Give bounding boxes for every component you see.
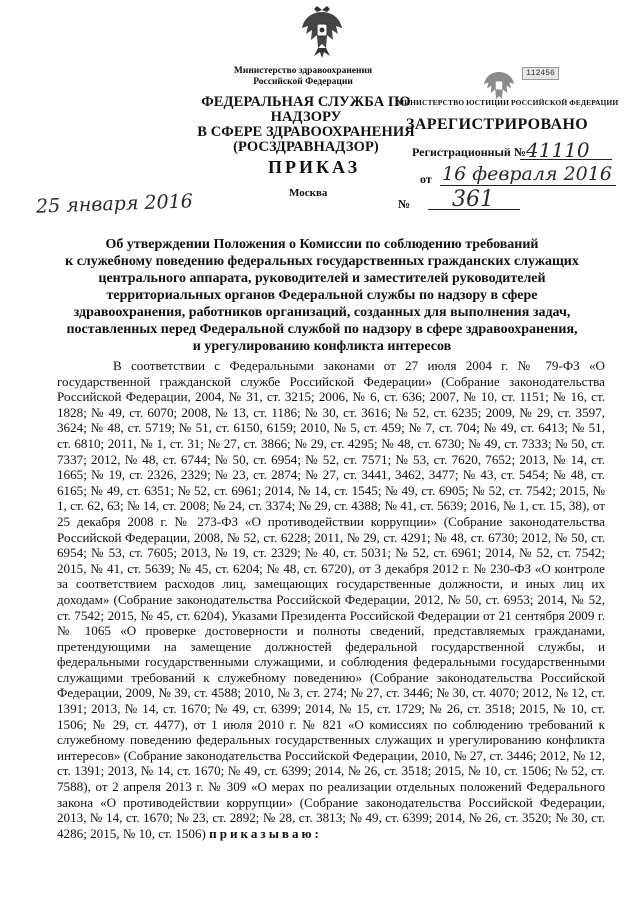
- stamp-registered: ЗАРЕГИСТРИРОВАНО: [406, 116, 589, 133]
- city: Москва: [289, 187, 328, 199]
- agency-line-3: (РОСЗДРАВНАДЗОР): [233, 139, 379, 155]
- document-type: ПРИКАЗ: [268, 157, 361, 177]
- stamp-from-label: от: [420, 172, 432, 186]
- heading-line-7: и урегулированию конфликта интересов: [192, 339, 452, 354]
- stamp-reg-label: Регистрационный №: [412, 145, 526, 159]
- stamp-ministry: МИНИСТЕРСТВО ЮСТИЦИИ РОССИЙСКОЙ ФЕДЕРАЦИИ: [397, 98, 619, 107]
- closing-word: приказываю:: [209, 825, 322, 841]
- body-paragraph: [57, 358, 605, 841]
- stamp-barcode-number: 112456: [522, 67, 559, 80]
- ministry-line-2: Российской Федерации: [253, 77, 353, 87]
- heading-line-3: центрального аппарата, руководителей и заместителей руководителей: [98, 271, 546, 286]
- registration-stamp: [397, 60, 634, 192]
- heading-line-5: здравоохранения, работников организаций, созданных для выполнения задач,: [73, 305, 571, 320]
- order-date: 25 января 2016: [35, 190, 194, 218]
- stamp-from-line: [440, 185, 616, 186]
- heading-line-1: Об утверждении Положения о Комиссии по соблюдению требований: [105, 237, 539, 252]
- ministry-name: [198, 66, 408, 88]
- stamp-reg-number: 41110: [526, 138, 590, 162]
- agency-line-2: В СФЕРЕ ЗДРАВООХРАНЕНИЯ: [197, 124, 415, 140]
- body-paragraph-text: В соответствии с Федеральными законами от 27 июля 2004 г. № 79-ФЗ «О государственной гражданской службе Российской Федерации» (Собрание законодательства Российской Федерации, 2004, № 31, ст. 3215; 2006, № 6, ст. 636; 2007, № 10, ст. 1151; № 16, ст. 1828; № 49, ст. 6070; 2008, № 13, ст. 1186; № 30, ст. 3616; № 52, ст. 6235; 2009, № 29, ст. 3597, 3624; № 48, ст. 5719; № 51, ст. 6150, 6159; 2010, № 5, ст. 459; № 7, ст. 704; № 49, ст. 6413; № 51, ст. 6810; 2011, № 1, ст. 31; № 27, ст. 3866; № 29, ст. 4295; № 48, ст. 6730; № 49, ст. 7333; № 50, ст. 7337; 2012, № 48, ст. 6744; № 50, ст. 6954; № 52, ст. 7571; № 53, ст. 7620, 7652; 2013, № 14, ст. 1665; № 19, ст. 2326, 2329; № 23, ст. 2874; № 27, ст. 3441, 3462, 3477; № 43, ст. 5454; № 48, ст. 6165; № 49, ст. 6351; № 52, ст. 6961; 2014, № 14, ст. 1545; № 49, ст. 6905; № 52, ст. 7542; 2015, № 1, ст. 62, 63; № 14, ст. 2008; № 24, ст. 3374; № 29, ст. 4388; № 41, ст. 5639; 2016, № 1, ст. 15, 38), от 25 декабря 2008 г. № 273-ФЗ «О противодействии коррупции» (Собрание законодательства Российской Федерации, 2008, № 52, ст. 6228; 2011, № 29, ст. 4291; № 48, ст. 6730; 2012, № 50, ст. 6954; № 53, ст. 7605; 2013, № 19, ст. 2329; № 40, ст. 5031; № 52, ст. 6961; 2014, № 52, ст. 7542; 2015, № 41, ст. 5639; № 45, ст. 6204; № 48, ст. 6720), от 3 декабря 2012 г. № 230-ФЗ «О контроле за соответствием расходов лиц, замещающих государственные должности, и иных лиц их доходам» (Собрание законодательства Российской Федерации, 2012, № 50, ст. 6953; 2014, № 52, ст. 7542; 2015, № 45, ст. 6204), Указами Президента Российской Федерации от 21 сентября 2009 г. № 1065 «О проверке достоверности и полноты сведений, представляемых гражданами, претендующими на замещение должностей федеральной государственной службы, и федеральными государственными служащими, и соблюдения федеральными государственными служащими требований к служебному поведению» (Собрание законодательства Российской Федерации, 2009, № 39, ст. 4588; 2010, № 3, ст. 274; № 27, ст. 3446; № 30, ст. 4070; 2012, № 12, ст. 1391; 2013, № 14, ст. 1670; № 49, ст. 6399; 2014, № 15, ст. 1729; № 26, ст. 3518; 2015, № 10, ст. 1506; № 29, ст. 4477), от 1 июля 2010 г. № 821 «О комиссиях по соблюдению требований к служебному поведению федеральных государственных служащих и урегулированию конфликта интересов» (Собрание законодательства Российской Федерации, 2010, № 27, ст. 3446; 2012, № 12, ст. 1391; 2013, № 14, ст. 1670; № 49, ст. 6399; 2014, № 26, ст. 3518; 2015, № 10, ст. 1506; № 52, ст. 7588), от 2 апреля 2013 г. № 309 «О мерах по реализации отдельных положений Федерального закона «О противодействии коррупции» (Собрание законодательства Российской Федерации, 2013, № 14, ст. 1670; № 23, ст. 2892; № 28, ст. 3813; № 49, ст. 6399; 2014, № 26, ст. 3520; № 30, ст. 4286; 2015, № 10, ст. 1506): [57, 358, 605, 841]
- stamp-from-date: 16 февраля 2016: [442, 163, 612, 185]
- order-number: 361: [452, 187, 494, 212]
- coat-of-arms-icon: [298, 4, 346, 60]
- document-heading: [62, 236, 582, 355]
- heading-line-4: территориальных органов Федеральной службы по надзору в сфере: [106, 288, 538, 303]
- heading-line-2: к служебному поведению федеральных государственных гражданских служащих: [65, 254, 579, 269]
- ministry-line-1: Министерство здравоохранения: [233, 66, 373, 76]
- order-number-label: №: [398, 197, 411, 211]
- heading-line-6: поставленных перед Федеральной службой по надзору в сфере здравоохранения,: [66, 322, 578, 337]
- agency-line-1: ФЕДЕРАЛЬНАЯ СЛУЖБА ПО НАДЗОРУ: [201, 94, 411, 125]
